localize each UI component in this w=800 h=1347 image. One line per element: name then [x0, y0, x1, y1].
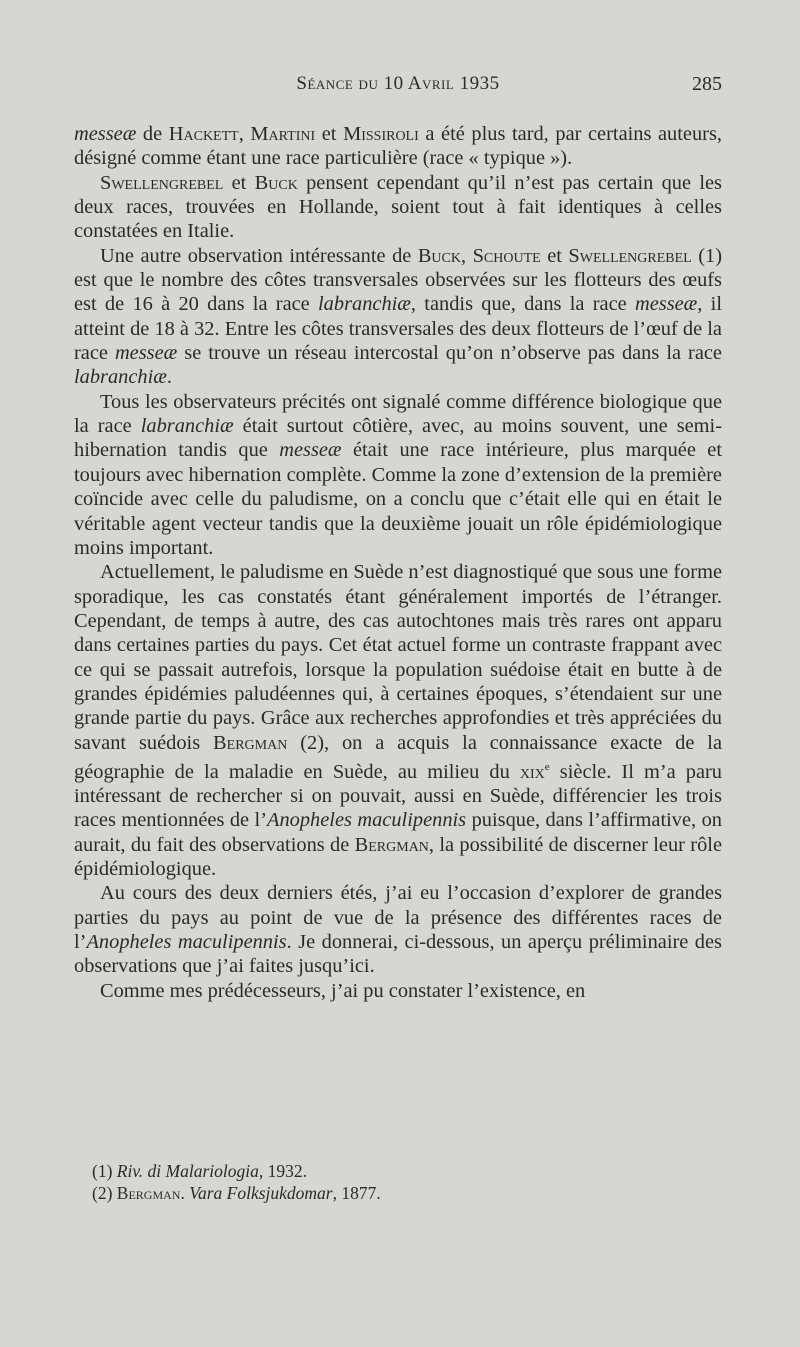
- author-name: Swellengrebel: [568, 244, 692, 267]
- footnote-1: [92, 1160, 722, 1182]
- text-span: et: [540, 244, 569, 267]
- text-span: et: [223, 171, 255, 194]
- paragraph-1: [74, 122, 722, 171]
- author-name: Bergman: [213, 731, 288, 754]
- text-span: , 1932.: [258, 1161, 307, 1181]
- text-span: messeæ: [74, 123, 137, 145]
- text-span: puisque, dans l’affirmative, on aurait, du fait des observations de: [74, 809, 722, 856]
- author-name: Martini: [250, 123, 316, 145]
- author-name: Missiroli: [343, 123, 419, 145]
- author-name: Buck: [417, 244, 461, 267]
- paragraph-4: [74, 390, 722, 560]
- text-span: était surtout côtière, avec, au moins souvent, une semi-hibernation tandis que: [74, 415, 722, 462]
- text-span: pensent cependant qu’il n’est pas certain que les deux races, trouvées en Hollande, soient tout à fait identiques à celles constatées en Italie.: [74, 171, 722, 243]
- footnotes: [92, 1160, 722, 1204]
- footnote-2: [92, 1182, 722, 1204]
- text-span: Actuellement, le paludisme en Suède n’est diagnostiqué que sous une forme sporadique, les cas constatés étant généralement importés de l’étranger. Cependant, de temps à autre, des cas autochtones mais très rares ont apparu dans certaines parties du pays. Cet état actuel forme un contraste frappant avec ce qui se passait autrefois, lorsque la population suédoise était en butte à de grandes épidémies paludéennes qui, à certaines époques, s’étendaient sur une grande partie du pays. Grâce aux recherches approfondies et très appréciées du savant suédois: [74, 561, 722, 754]
- footnote-title: Vara Folksjukdomar: [189, 1183, 333, 1203]
- text-span: Comme mes prédécesseurs, j’ai pu constater l’existence, en: [100, 979, 586, 1002]
- footnote-number: (2): [92, 1183, 117, 1203]
- author-name: Bergman: [116, 1183, 181, 1203]
- text-span: ,: [460, 244, 473, 267]
- footnote-title: Riv. di Malariologia: [116, 1161, 259, 1181]
- running-title: Séance du 10 Avril 1935: [296, 73, 500, 94]
- species-name: messeæ: [114, 342, 178, 365]
- paragraph-6: [74, 881, 722, 978]
- paragraph-7: [74, 979, 722, 1003]
- text-span: Au cours des deux derniers étés, j’ai eu l’occasion d’explorer de grandes parties du pays au point de vue de la présence des différentes races de l’: [74, 882, 722, 954]
- text-span: siècle. Il m’a paru intéressant de rechercher si on pouvait, aussi en Suède, différencier les trois races mentionnées de l’: [74, 760, 722, 832]
- author-name: Swellengrebel: [100, 171, 224, 194]
- paragraph-3: [74, 244, 722, 390]
- text-span: Une autre observation intéressante de: [100, 244, 418, 267]
- text-span: était une race intérieure, plus marquée et toujours avec hibernation complète. Comme la zone d’extension de la première coïncide avec celle du paludisme, on a conclu que c’était elle qui en était le véritable agent vecteur tandis que la deuxième jouait un rôle épidémiologique moins important.: [74, 439, 722, 559]
- footnote-number: (1): [92, 1161, 117, 1181]
- text-span: Tous les observateurs précités ont signalé comme différence biologique que la race: [74, 390, 722, 438]
- paragraph-2: [74, 171, 722, 244]
- text-span: . Je donnerai, ci-dessous, un aperçu préliminaire des observations que j’ai faites jusqu’ici.: [74, 931, 722, 978]
- text-span: et: [315, 123, 344, 145]
- text-span: (1) est que le nombre des côtes transversales observées sur les flotteurs des œufs est de 16 à 20 dans la race: [74, 244, 723, 316]
- text-span: ,: [238, 123, 251, 145]
- species-name: Anopheles maculipennis: [86, 931, 287, 954]
- species-name: labranchiæ: [318, 293, 411, 316]
- species-name: labranchiæ: [140, 415, 234, 438]
- species-name: messeæ: [279, 439, 342, 462]
- paragraph-5: [74, 560, 722, 881]
- species-name: Anopheles maculipennis: [267, 809, 467, 832]
- text-span: , tandis que, dans la race: [410, 293, 635, 316]
- text-span: de: [136, 123, 169, 145]
- text-span: se trouve un réseau intercostal qu’on n’observe pas dans la race: [177, 342, 722, 365]
- text-span: .: [180, 1183, 190, 1203]
- body-text: [74, 122, 722, 1003]
- text-span: a été plus tard, par certains auteurs, désigné comme étant une race particulière (race « typique »).: [74, 123, 722, 170]
- page-header: [74, 73, 722, 103]
- species-name: labranchiæ: [74, 366, 167, 389]
- author-name: Bergman: [354, 833, 429, 856]
- author-name: Schoute: [472, 244, 541, 267]
- species-name: messeæ: [634, 293, 698, 316]
- author-name: Hackett: [168, 123, 239, 145]
- page-number: 285: [692, 73, 722, 95]
- text-span: , il atteint de 18 à 32. Entre les côtes transversales des deux flotteurs de l’œuf de la race: [74, 293, 723, 365]
- superscript: e: [544, 760, 550, 773]
- text-span: , la possibilité de discerner leur rôle épidémiologique.: [74, 833, 722, 881]
- century-numeral: xix: [519, 760, 545, 783]
- text-span: .: [166, 366, 173, 389]
- text-span: (2), on a acquis la connaissance exacte de la géographie de la maladie en Suède, au milieu du: [74, 731, 723, 783]
- text-span: , 1877.: [332, 1183, 381, 1203]
- author-name: Buck: [254, 171, 298, 194]
